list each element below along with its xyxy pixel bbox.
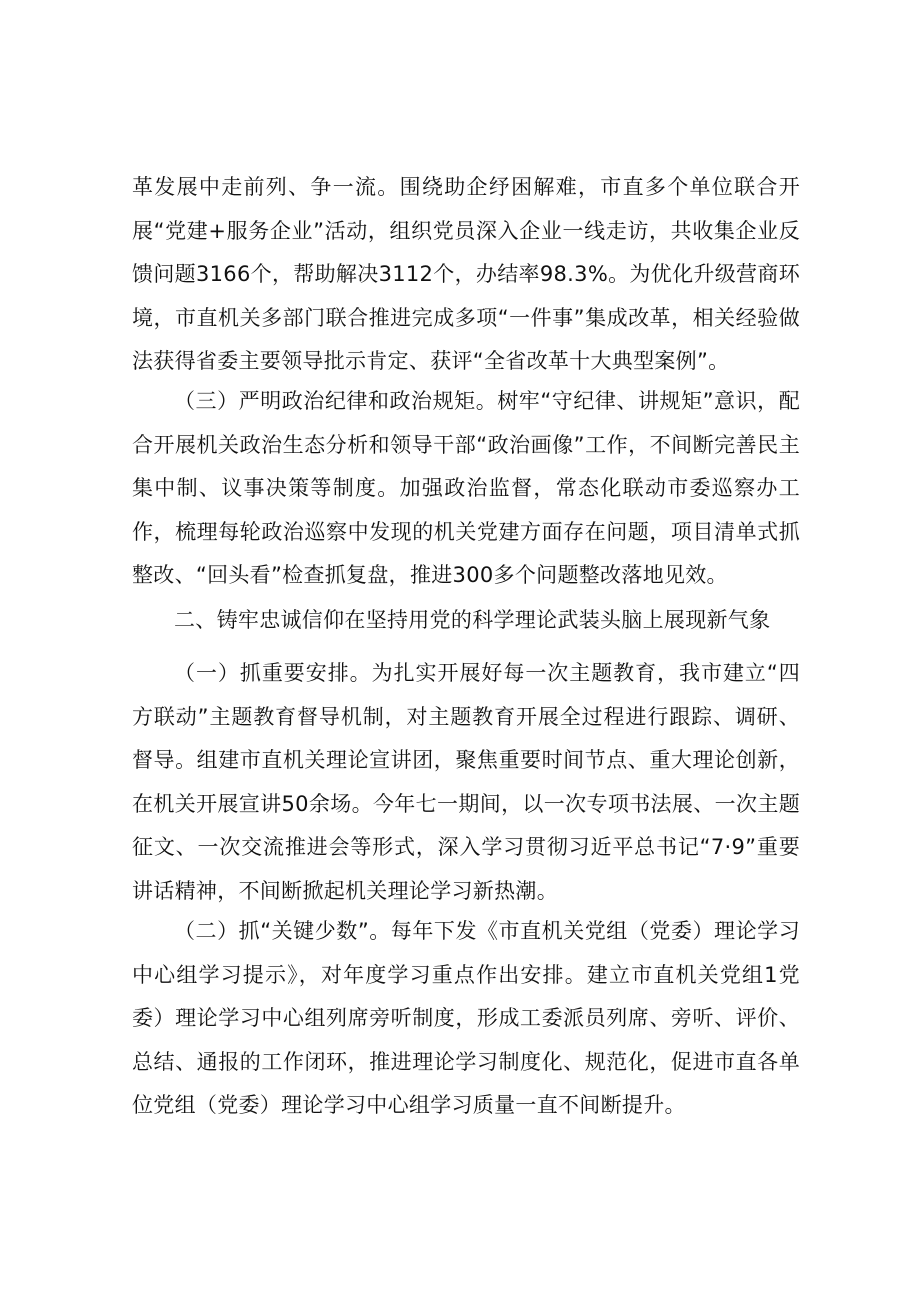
body-paragraph: （二）抓“关键少数”。每年下发《市直机关党组（党委）理论学习中心组学习提示》，对年度学习重点作出安排。建立市直机关党组1党委）理论学习中心组列席旁听制度，形成工委派员列席、旁听、评价、总结、通报的工作闭环，推进理论学习制度化、规范化，促进市直各单位党组（党委）理论学习中心组学习质量一直不间断提升。 <box>132 919 800 1118</box>
section-heading <box>132 599 800 643</box>
body-paragraph: （三）严明政治纪律和政治规矩。树牢“守纪律、讲规矩”意识，配合开展机关政治生态分析和领导干部“政治画像”工作，不间断完善民主集中制、议事决策等制度。加强政治监督，常态化联动市委巡察办工作，梳理每轮政治巡察中发现的机关党建方面存在问题，项目清单式抓整改、“回头看”检查抓复盘，推进300多个问题整改落地见效。 <box>132 389 800 588</box>
paragraph-section-three <box>132 380 800 598</box>
paragraph-subsection-one <box>132 652 800 914</box>
body-paragraph: （一）抓重要安排。为扎实开展好每一次主题教育，我市建立“四方联动”主题教育督导机制，对主题教育开展全过程进行跟踪、调研、督导。组建市直机关理论宣讲团，聚焦重要时间节点、重大理论创新，在机关开展宣讲50余场。今年七一期间，以一次专项书法展、一次主题征文、一次交流推进会等形式，深入学习贯彻习近平总书记“7·9”重要讲话精神，不间断掀起机关理论学习新热潮。 <box>132 661 800 903</box>
paragraph-subsection-two <box>132 910 800 1128</box>
section-heading-text: 二、铸牢忠诚信仰在坚持用党的科学理论武装头脑上展现新气象 <box>174 608 771 632</box>
paragraph-continued <box>132 166 800 384</box>
body-paragraph: 革发展中走前列、争一流。围绕助企纾困解难，市直多个单位联合开展“党建+服务企业”活动，组织党员深入企业一线走访，共收集企业反馈问题3166个，帮助解决3112个，办结率98.3%。为优化升级营商环境，市直机关多部门联合推进完成多项“一件事”集成改革，相关经验做法获得省委主要领导批示肯定、获评“全省改革十大典型案例”。 <box>132 175 800 374</box>
